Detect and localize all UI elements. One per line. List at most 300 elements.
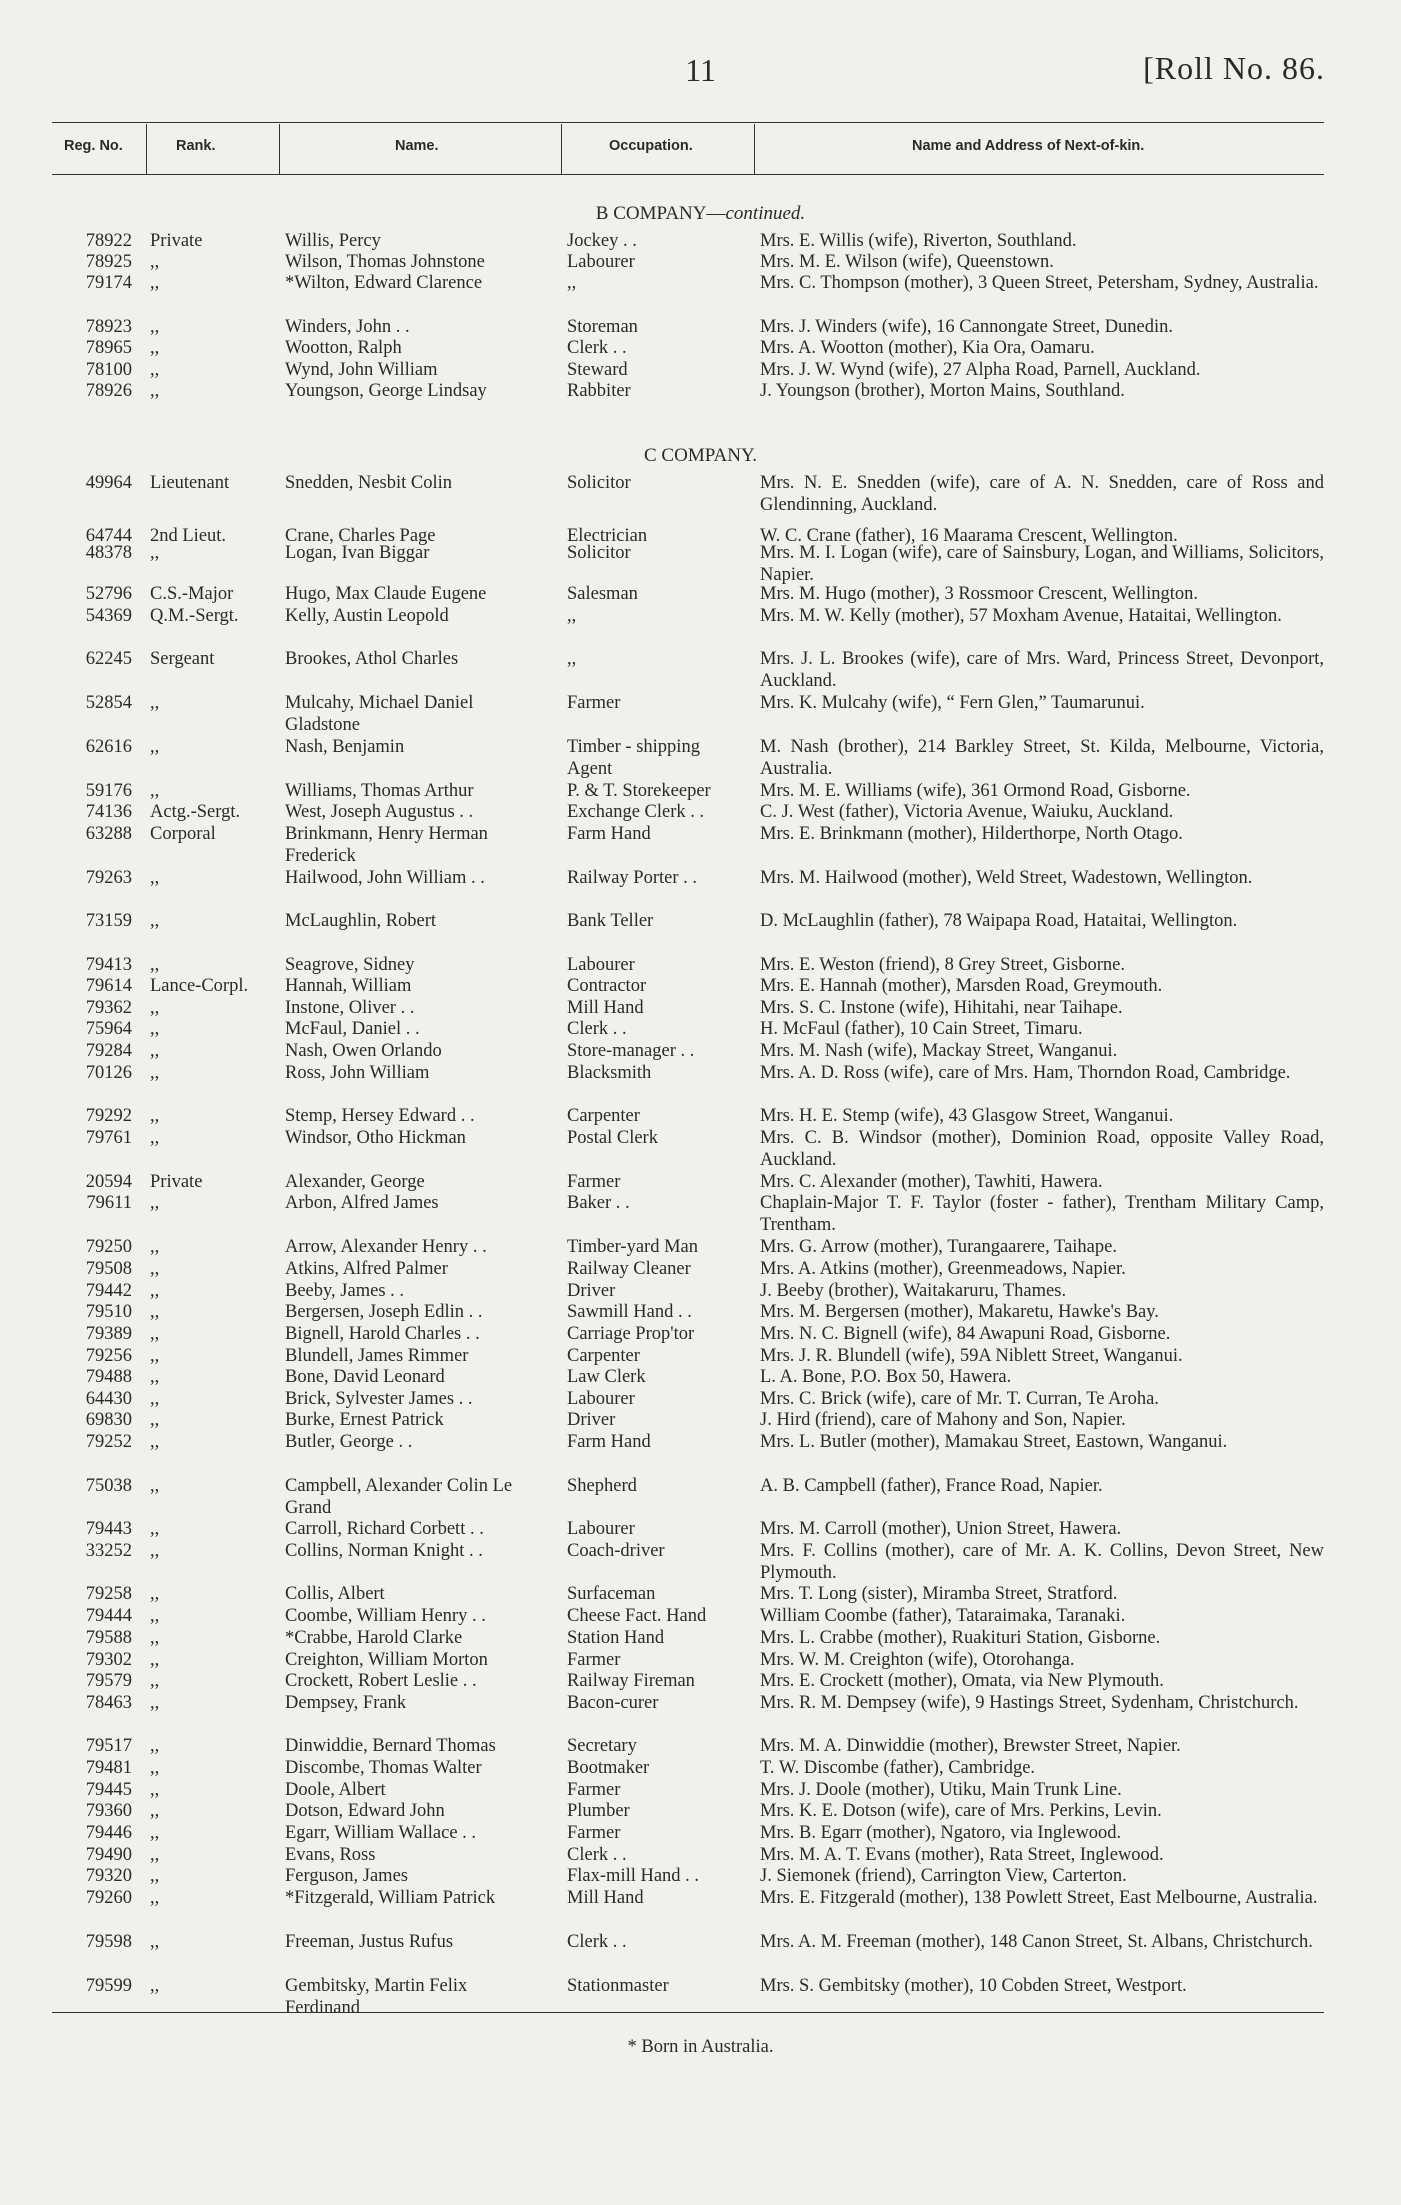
- occupation: Stationmaster: [567, 1976, 669, 1996]
- soldier-name: Coombe, William Henry . .: [285, 1606, 486, 1626]
- reg-no: 78926: [85, 381, 132, 401]
- soldier-name: Brick, Sylvester James . .: [285, 1389, 473, 1409]
- soldier-name: Arbon, Alfred James: [285, 1193, 439, 1213]
- soldier-name: Crockett, Robert Leslie . .: [285, 1671, 477, 1691]
- reg-no: 74136: [85, 802, 132, 822]
- rank: ,,: [150, 1281, 160, 1301]
- occupation: Farmer: [567, 1172, 621, 1192]
- reg-no: 70126: [85, 1063, 132, 1083]
- reg-no: 49964: [85, 473, 132, 493]
- rank: ,,: [150, 1736, 160, 1756]
- soldier-name: Winders, John . .: [285, 317, 410, 337]
- soldier-name: Blundell, James Rimmer: [285, 1346, 469, 1366]
- occupation: P. & T. Storekeeper: [567, 781, 711, 801]
- rank: ,,: [150, 955, 160, 975]
- header-divider: [279, 124, 280, 174]
- rank: ,,: [150, 1019, 160, 1039]
- next-of-kin: Mrs. J. L. Brookes (wife), care of Mrs. Ward, Princess Street, Devonport, Auckland.: [760, 649, 1324, 691]
- next-of-kin: Mrs. M. Hugo (mother), 3 Rossmoor Crescent, Wellington.: [760, 584, 1199, 604]
- occupation: Flax-mill Hand . .: [567, 1866, 700, 1886]
- soldier-name: Nash, Owen Orlando: [285, 1041, 442, 1061]
- next-of-kin: J. Siemonek (friend), Carrington View, Carterton.: [760, 1866, 1127, 1886]
- soldier-name: Alexander, George: [285, 1172, 425, 1192]
- soldier-name: Burke, Ernest Patrick: [285, 1410, 444, 1430]
- reg-no: 79444: [85, 1606, 132, 1626]
- next-of-kin: J. Beeby (brother), Waitakaruru, Thames.: [760, 1281, 1067, 1301]
- soldier-name: Dempsey, Frank: [285, 1693, 407, 1713]
- next-of-kin: A. B. Campbell (father), France Road, Napier.: [760, 1476, 1103, 1496]
- occupation: Clerk . .: [567, 1845, 627, 1865]
- next-of-kin: Mrs. M. A. Dinwiddie (mother), Brewster Street, Napier.: [760, 1736, 1181, 1756]
- next-of-kin: Mrs. S. C. Instone (wife), Hihitahi, near Taihape.: [760, 998, 1123, 1018]
- reg-no: 78463: [85, 1693, 132, 1713]
- next-of-kin: Mrs. C. Brick (wife), care of Mr. T. Curran, Te Aroha.: [760, 1389, 1159, 1409]
- next-of-kin: Mrs. J. W. Wynd (wife), 27 Alpha Road, Parnell, Auckland.: [760, 360, 1201, 380]
- header-divider: [754, 124, 755, 174]
- occupation: Clerk . .: [567, 1019, 627, 1039]
- soldier-name: Kelly, Austin Leopold: [285, 606, 449, 626]
- next-of-kin: J. Youngson (brother), Morton Mains, Southland.: [760, 381, 1125, 401]
- reg-no: 79389: [85, 1324, 132, 1344]
- reg-no: 54369: [85, 606, 132, 626]
- reg-no: 79517: [85, 1736, 132, 1756]
- occupation: Contractor: [567, 976, 647, 996]
- soldier-name: Collins, Norman Knight . .: [285, 1541, 483, 1561]
- reg-no: 79598: [85, 1932, 132, 1952]
- rank: ,,: [150, 338, 160, 358]
- rank: ,,: [150, 1606, 160, 1626]
- rank: Lance-Corpl.: [150, 976, 249, 996]
- rank: ,,: [150, 1432, 160, 1452]
- reg-no: 79490: [85, 1845, 132, 1865]
- soldier-name: *Crabbe, Harold Clarke: [285, 1628, 463, 1648]
- occupation: Jockey . .: [567, 231, 637, 251]
- occupation: Driver: [567, 1281, 616, 1301]
- rank: ,,: [150, 1389, 160, 1409]
- next-of-kin: W. C. Crane (father), 16 Maarama Crescent, Wellington.: [760, 526, 1178, 546]
- page-number: 11: [685, 52, 716, 88]
- occupation: Labourer: [567, 1389, 635, 1409]
- soldier-name: Nash, Benjamin: [285, 737, 405, 757]
- soldier-name: Hannah, William: [285, 976, 412, 996]
- rank: ,,: [150, 1193, 160, 1213]
- soldier-name: Bone, David Leonard: [285, 1367, 445, 1387]
- soldier-name: *Wilton, Edward Clarence: [285, 273, 483, 293]
- occupation: Storeman: [567, 317, 638, 337]
- next-of-kin: D. McLaughlin (father), 78 Waipapa Road, Hataitai, Wellington.: [760, 911, 1238, 931]
- soldier-name: Stemp, Hersey Edward . .: [285, 1106, 475, 1126]
- reg-no: 78923: [85, 317, 132, 337]
- next-of-kin: Mrs. N. E. Snedden (wife), care of A. N. Snedden, care of Ross and Glendinning, Auckland.: [760, 473, 1324, 515]
- soldier-name: Ross, John William: [285, 1063, 430, 1083]
- reg-no: 48378: [85, 543, 132, 563]
- occupation: Electrician: [567, 526, 648, 546]
- rank: ,,: [150, 1541, 160, 1561]
- rank: ,,: [150, 317, 160, 337]
- rank: ,,: [150, 1302, 160, 1322]
- next-of-kin: J. Hird (friend), care of Mahony and Son, Napier.: [760, 1410, 1126, 1430]
- occupation: Salesman: [567, 584, 638, 604]
- occupation: Blacksmith: [567, 1063, 652, 1083]
- rank: ,,: [150, 1650, 160, 1670]
- reg-no: 79258: [85, 1584, 132, 1604]
- occupation: ,,: [567, 273, 577, 293]
- reg-no: 79443: [85, 1519, 132, 1539]
- reg-no: 79445: [85, 1780, 132, 1800]
- next-of-kin: Mrs. R. M. Dempsey (wife), 9 Hastings Street, Sydenham, Christchurch.: [760, 1693, 1299, 1713]
- next-of-kin: Chaplain-Major T. F. Taylor (foster - father), Trentham Military Camp, Trentham.: [760, 1193, 1324, 1235]
- section-title-main: C COMPANY.: [644, 445, 757, 466]
- reg-no: 73159: [85, 911, 132, 931]
- rank: Actg.-Sergt.: [150, 802, 241, 822]
- reg-no: 33252: [85, 1541, 132, 1561]
- rank: ,,: [150, 1823, 160, 1843]
- reg-no: 79442: [85, 1281, 132, 1301]
- next-of-kin: Mrs. A. M. Freeman (mother), 148 Canon Street, St. Albans, Christchurch.: [760, 1932, 1313, 1952]
- next-of-kin: Mrs. E. Weston (friend), 8 Grey Street, Gisborne.: [760, 955, 1126, 975]
- occupation: Plumber: [567, 1801, 630, 1821]
- footer-rule: [52, 2012, 1324, 2013]
- occupation: Mill Hand: [567, 998, 644, 1018]
- soldier-name: Campbell, Alexander Colin Le Grand: [285, 1476, 513, 1518]
- occupation: Solicitor: [567, 543, 631, 563]
- soldier-name: Atkins, Alfred Palmer: [285, 1259, 448, 1279]
- next-of-kin: Mrs. E. Willis (wife), Riverton, Southland.: [760, 231, 1077, 251]
- header-name: Name.: [395, 138, 439, 154]
- rank: ,,: [150, 1693, 160, 1713]
- rank: ,,: [150, 1801, 160, 1821]
- reg-no: 79263: [85, 868, 132, 888]
- header-top-rule: [52, 122, 1324, 123]
- reg-no: 79360: [85, 1801, 132, 1821]
- rank: ,,: [150, 1888, 160, 1908]
- next-of-kin: Mrs. J. Winders (wife), 16 Cannongate Street, Dunedin.: [760, 317, 1174, 337]
- occupation: Farmer: [567, 1780, 621, 1800]
- rank: ,,: [150, 543, 160, 563]
- rank: ,,: [150, 1106, 160, 1126]
- soldier-name: Logan, Ivan Biggar: [285, 543, 430, 563]
- soldier-name: Freeman, Justus Rufus: [285, 1932, 454, 1952]
- soldier-name: Bergersen, Joseph Edlin . .: [285, 1302, 483, 1322]
- footnote: * Born in Australia.: [627, 2037, 774, 2057]
- rank: Sergeant: [150, 649, 215, 669]
- reg-no: 79508: [85, 1259, 132, 1279]
- reg-no: 79481: [85, 1758, 132, 1778]
- next-of-kin: William Coombe (father), Tataraimaka, Taranaki.: [760, 1606, 1126, 1626]
- occupation: Farmer: [567, 1650, 621, 1670]
- reg-no: 78922: [85, 231, 132, 251]
- occupation: Cheese Fact. Hand: [567, 1606, 707, 1626]
- occupation: Farm Hand: [567, 1432, 651, 1452]
- next-of-kin: Mrs. G. Arrow (mother), Turangaarere, Taihape.: [760, 1237, 1117, 1257]
- next-of-kin: Mrs. E. Crockett (mother), Omata, via New Plymouth.: [760, 1671, 1164, 1691]
- soldier-name: Brinkmann, Henry Herman Frederick: [285, 824, 488, 866]
- next-of-kin: M. Nash (brother), 214 Barkley Street, St. Kilda, Melbourne, Victoria, Australia.: [760, 737, 1324, 779]
- rank: ,,: [150, 1671, 160, 1691]
- soldier-name: Egarr, William Wallace . .: [285, 1823, 477, 1843]
- next-of-kin: Mrs. A. Atkins (mother), Greenmeadows, Napier.: [760, 1259, 1126, 1279]
- soldier-name: Hailwood, John William . .: [285, 868, 485, 888]
- next-of-kin: Mrs. C. B. Windsor (mother), Dominion Road, opposite Valley Road, Auckland.: [760, 1128, 1324, 1170]
- next-of-kin: Mrs. K. Mulcahy (wife), “ Fern Glen,” Taumarunui.: [760, 693, 1145, 713]
- next-of-kin: Mrs. M. A. T. Evans (mother), Rata Street, Inglewood.: [760, 1845, 1164, 1865]
- soldier-name: Hugo, Max Claude Eugene: [285, 584, 487, 604]
- rank: ,,: [150, 1866, 160, 1886]
- rank: ,,: [150, 1063, 160, 1083]
- rank: ,,: [150, 273, 160, 293]
- soldier-name: Collis, Albert: [285, 1584, 385, 1604]
- occupation: Clerk . .: [567, 1932, 627, 1952]
- occupation: Railway Cleaner: [567, 1259, 691, 1279]
- next-of-kin: Mrs. M. I. Logan (wife), care of Sainsbury, Logan, and Williams, Solicitors, Napier.: [760, 543, 1324, 585]
- occupation: ,,: [567, 606, 577, 626]
- reg-no: 79413: [85, 955, 132, 975]
- next-of-kin: Mrs. A. D. Ross (wife), care of Mrs. Ham, Thorndon Road, Cambridge.: [760, 1063, 1291, 1083]
- occupation: Carpenter: [567, 1346, 640, 1366]
- next-of-kin: Mrs. C. Alexander (mother), Tawhiti, Hawera.: [760, 1172, 1103, 1192]
- soldier-name: Ferguson, James: [285, 1866, 408, 1886]
- rank: ,,: [150, 1324, 160, 1344]
- soldier-name: *Fitzgerald, William Patrick: [285, 1888, 496, 1908]
- soldier-name: Dotson, Edward John: [285, 1801, 445, 1821]
- next-of-kin: Mrs. M. Carroll (mother), Union Street, Hawera.: [760, 1519, 1122, 1539]
- soldier-name: Crane, Charles Page: [285, 526, 436, 546]
- reg-no: 75038: [85, 1476, 132, 1496]
- header-reg-no: Reg. No.: [64, 138, 123, 154]
- soldier-name: Arrow, Alexander Henry . .: [285, 1237, 487, 1257]
- soldier-name: Snedden, Nesbit Colin: [285, 473, 453, 493]
- rank: Corporal: [150, 824, 216, 844]
- occupation: Driver: [567, 1410, 616, 1430]
- next-of-kin: Mrs. M. Nash (wife), Mackay Street, Wanganui.: [760, 1041, 1118, 1061]
- occupation: ,,: [567, 649, 577, 669]
- reg-no: 78965: [85, 338, 132, 358]
- soldier-name: McLaughlin, Robert: [285, 911, 437, 931]
- occupation: Bacon-curer: [567, 1693, 659, 1713]
- section-title-italic: continued.: [725, 203, 806, 224]
- rank: 2nd Lieut.: [150, 526, 227, 546]
- rank: ,,: [150, 737, 160, 757]
- next-of-kin: Mrs. K. E. Dotson (wife), care of Mrs. Perkins, Levin.: [760, 1801, 1162, 1821]
- reg-no: 79260: [85, 1888, 132, 1908]
- rank: Q.M.-Sergt.: [150, 606, 239, 626]
- soldier-name: McFaul, Daniel . .: [285, 1019, 420, 1039]
- soldier-name: Wynd, John William: [285, 360, 438, 380]
- soldier-name: Windsor, Otho Hickman: [285, 1128, 466, 1148]
- reg-no: 79614: [85, 976, 132, 996]
- rank: ,,: [150, 1476, 160, 1496]
- section-title: [0, 203, 1401, 225]
- reg-no: 78925: [85, 252, 132, 272]
- soldier-name: Williams, Thomas Arthur: [285, 781, 474, 801]
- rank: ,,: [150, 1367, 160, 1387]
- next-of-kin: L. A. Bone, P.O. Box 50, Hawera.: [760, 1367, 1012, 1387]
- reg-no: 75964: [85, 1019, 132, 1039]
- rank: ,,: [150, 1346, 160, 1366]
- occupation: Postal Clerk: [567, 1128, 658, 1148]
- reg-no: 79250: [85, 1237, 132, 1257]
- reg-no: 59176: [85, 781, 132, 801]
- reg-no: 79284: [85, 1041, 132, 1061]
- next-of-kin: Mrs. A. Wootton (mother), Kia Ora, Oamaru.: [760, 338, 1095, 358]
- occupation: Exchange Clerk . .: [567, 802, 705, 822]
- next-of-kin: Mrs. T. Long (sister), Miramba Street, Stratford.: [760, 1584, 1118, 1604]
- header-next-of-kin: Name and Address of Next-of-kin.: [912, 138, 1145, 154]
- occupation: Steward: [567, 360, 628, 380]
- soldier-name: Seagrove, Sidney: [285, 955, 415, 975]
- soldier-name: Evans, Ross: [285, 1845, 376, 1865]
- soldier-name: Brookes, Athol Charles: [285, 649, 459, 669]
- next-of-kin: Mrs. M. Bergersen (mother), Makaretu, Hawke's Bay.: [760, 1302, 1159, 1322]
- rank: ,,: [150, 1976, 160, 1996]
- soldier-name: Wootton, Ralph: [285, 338, 402, 358]
- rank: C.S.-Major: [150, 584, 234, 604]
- occupation: Mill Hand: [567, 1888, 644, 1908]
- soldier-name: Willis, Percy: [285, 231, 381, 251]
- next-of-kin: Mrs. N. C. Bignell (wife), 84 Awapuni Road, Gisborne.: [760, 1324, 1171, 1344]
- rank: ,,: [150, 1758, 160, 1778]
- header-divider: [561, 124, 562, 174]
- soldier-name: Mulcahy, Michael Daniel Gladstone: [285, 693, 474, 735]
- rank: ,,: [150, 1041, 160, 1061]
- soldier-name: Discombe, Thomas Walter: [285, 1758, 482, 1778]
- next-of-kin: Mrs. M. Hailwood (mother), Weld Street, Wadestown, Wellington.: [760, 868, 1253, 888]
- occupation: Carpenter: [567, 1106, 640, 1126]
- rank: ,,: [150, 360, 160, 380]
- next-of-kin: Mrs. F. Collins (mother), care of Mr. A. K. Collins, Devon Street, New Plymouth.: [760, 1541, 1324, 1583]
- occupation: Surfaceman: [567, 1584, 656, 1604]
- reg-no: 78100: [85, 360, 132, 380]
- occupation: Carriage Prop'tor: [567, 1324, 695, 1344]
- occupation: Timber-yard Man: [567, 1237, 698, 1257]
- next-of-kin: Mrs. M. E. Williams (wife), 361 Ormond Road, Gisborne.: [760, 781, 1191, 801]
- roll-number: [Roll No. 86.: [1143, 50, 1325, 86]
- soldier-name: Carroll, Richard Corbett . .: [285, 1519, 484, 1539]
- reg-no: 79510: [85, 1302, 132, 1322]
- rank: ,,: [150, 868, 160, 888]
- soldier-name: Wilson, Thomas Johnstone: [285, 252, 485, 272]
- next-of-kin: T. W. Discombe (father), Cambridge.: [760, 1758, 1036, 1778]
- occupation: Farmer: [567, 1823, 621, 1843]
- reg-no: 62245: [85, 649, 132, 669]
- reg-no: 79588: [85, 1628, 132, 1648]
- occupation: Shepherd: [567, 1476, 637, 1496]
- section-title-main: B COMPANY—: [595, 203, 726, 224]
- next-of-kin: Mrs. W. M. Creighton (wife), Otorohanga.: [760, 1650, 1075, 1670]
- rank: ,,: [150, 1128, 160, 1148]
- occupation: Timber - shipping Agent: [567, 737, 700, 779]
- section-title: [0, 445, 1401, 467]
- soldier-name: Creighton, William Morton: [285, 1650, 488, 1670]
- occupation: Railway Fireman: [567, 1671, 695, 1691]
- rank: ,,: [150, 1780, 160, 1800]
- occupation: Labourer: [567, 955, 635, 975]
- soldier-name: Beeby, James . .: [285, 1281, 405, 1301]
- soldier-name: Gembitsky, Martin Felix Ferdinand: [285, 1976, 468, 2018]
- rank: Private: [150, 1172, 203, 1192]
- rank: ,,: [150, 1259, 160, 1279]
- rank: Lieutenant: [150, 473, 230, 493]
- next-of-kin: Mrs. B. Egarr (mother), Ngatoro, via Inglewood.: [760, 1823, 1122, 1843]
- reg-no: 64430: [85, 1389, 132, 1409]
- reg-no: 79599: [85, 1976, 132, 1996]
- next-of-kin: Mrs. M. E. Wilson (wife), Queenstown.: [760, 252, 1054, 272]
- occupation: Solicitor: [567, 473, 631, 493]
- reg-no: 79256: [85, 1346, 132, 1366]
- soldier-name: Instone, Oliver . .: [285, 998, 415, 1018]
- occupation: Farm Hand: [567, 824, 651, 844]
- rank: ,,: [150, 1519, 160, 1539]
- soldier-name: Butler, George . .: [285, 1432, 413, 1452]
- soldier-name: Dinwiddie, Bernard Thomas: [285, 1736, 496, 1756]
- next-of-kin: Mrs. S. Gembitsky (mother), 10 Cobden Street, Westport.: [760, 1976, 1187, 1996]
- rank: ,,: [150, 381, 160, 401]
- next-of-kin: Mrs. J. Doole (mother), Utiku, Main Trunk Line.: [760, 1780, 1122, 1800]
- next-of-kin: Mrs. L. Crabbe (mother), Ruakituri Station, Gisborne.: [760, 1628, 1161, 1648]
- occupation: Farmer: [567, 693, 621, 713]
- soldier-name: Bignell, Harold Charles . .: [285, 1324, 480, 1344]
- occupation: Labourer: [567, 252, 635, 272]
- next-of-kin: Mrs. L. Butler (mother), Mamakau Street, Eastown, Wanganui.: [760, 1432, 1228, 1452]
- rank: ,,: [150, 1410, 160, 1430]
- next-of-kin: Mrs. H. E. Stemp (wife), 43 Glasgow Street, Wanganui.: [760, 1106, 1174, 1126]
- header-divider: [146, 124, 147, 174]
- rank: ,,: [150, 1628, 160, 1648]
- reg-no: 79302: [85, 1650, 132, 1670]
- reg-no: 20594: [85, 1172, 132, 1192]
- occupation: Station Hand: [567, 1628, 665, 1648]
- soldier-name: Doole, Albert: [285, 1780, 386, 1800]
- reg-no: 79446: [85, 1823, 132, 1843]
- next-of-kin: C. J. West (father), Victoria Avenue, Waiuku, Auckland.: [760, 802, 1174, 822]
- occupation: Railway Porter . .: [567, 868, 697, 888]
- next-of-kin: Mrs. C. Thompson (mother), 3 Queen Street, Petersham, Sydney, Australia.: [760, 273, 1319, 293]
- rank: ,,: [150, 998, 160, 1018]
- occupation: Law Clerk: [567, 1367, 646, 1387]
- occupation: Baker . .: [567, 1193, 630, 1213]
- reg-no: 79488: [85, 1367, 132, 1387]
- reg-no: 52796: [85, 584, 132, 604]
- header-occupation: Occupation.: [609, 138, 693, 154]
- next-of-kin: Mrs. J. R. Blundell (wife), 59A Niblett Street, Wanganui.: [760, 1346, 1183, 1366]
- header-bottom-rule: [52, 174, 1324, 175]
- occupation: Sawmill Hand . .: [567, 1302, 692, 1322]
- rank: ,,: [150, 693, 160, 713]
- soldier-name: West, Joseph Augustus . .: [285, 802, 474, 822]
- occupation: Bank Teller: [567, 911, 654, 931]
- reg-no: 79579: [85, 1671, 132, 1691]
- next-of-kin: Mrs. M. W. Kelly (mother), 57 Moxham Avenue, Hataitai, Wellington.: [760, 606, 1282, 626]
- header-rank: Rank.: [176, 138, 216, 154]
- reg-no: 79761: [85, 1128, 132, 1148]
- occupation: Bootmaker: [567, 1758, 650, 1778]
- soldier-name: Youngson, George Lindsay: [285, 381, 487, 401]
- reg-no: 52854: [85, 693, 132, 713]
- reg-no: 63288: [85, 824, 132, 844]
- occupation: Rabbiter: [567, 381, 631, 401]
- next-of-kin: Mrs. E. Brinkmann (mother), Hilderthorpe, North Otago.: [760, 824, 1183, 844]
- reg-no: 79292: [85, 1106, 132, 1126]
- rank: ,,: [150, 1237, 160, 1257]
- reg-no: 79611: [86, 1193, 132, 1213]
- rank: ,,: [150, 1584, 160, 1604]
- reg-no: 79320: [85, 1866, 132, 1886]
- reg-no: 69830: [85, 1410, 132, 1430]
- reg-no: 79252: [85, 1432, 132, 1452]
- occupation: Store-manager . .: [567, 1041, 695, 1061]
- next-of-kin: H. McFaul (father), 10 Cain Street, Timaru.: [760, 1019, 1083, 1039]
- rank: ,,: [150, 1845, 160, 1865]
